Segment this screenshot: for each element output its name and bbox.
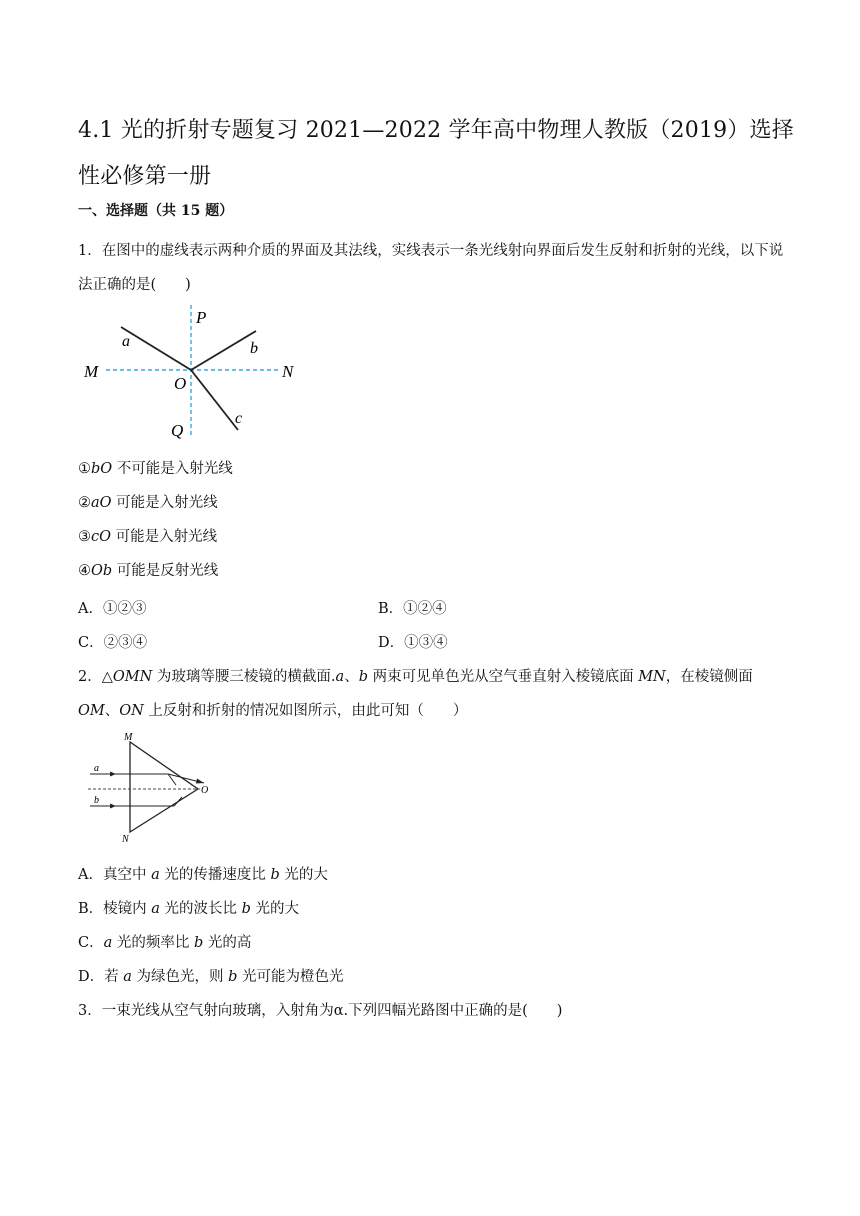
statement-4: ④Ob 可能是反射光线 <box>78 563 219 579</box>
ray-a-arrow <box>110 772 116 777</box>
label-a: a <box>122 333 130 350</box>
document-title: 4.1 光的折射专题复习 2021—2022 学年高中物理人教版（2019）选择性必修第一册 <box>78 118 794 189</box>
section-heading: 一、选择题（共 15 题） <box>78 203 234 219</box>
ray-c <box>191 370 238 430</box>
prism-label-n: N <box>122 834 129 845</box>
ray-a <box>121 327 191 370</box>
ray-b <box>191 331 256 370</box>
label-c: c <box>235 410 243 427</box>
q1-option-b[interactable]: B．①②④ <box>378 601 447 617</box>
ray-b-arrow <box>110 804 116 809</box>
q1-option-d[interactable]: D．①③④ <box>378 635 448 651</box>
q1-option-a[interactable]: A．①②③ <box>78 601 147 617</box>
q2-option-d[interactable]: D．若 a 为绿色光，则 b 光可能为橙色光 <box>78 969 344 985</box>
question-2-figure <box>86 728 216 846</box>
label-q: Q <box>171 421 184 440</box>
ray-a-out-arrow <box>196 779 204 784</box>
q2-option-b[interactable]: B．棱镜内 a 光的波长比 b 光的大 <box>78 901 300 917</box>
q2-option-c[interactable]: C．a 光的频率比 b 光的高 <box>78 935 252 951</box>
question-3-stem: 3．一束光线从空气射向玻璃，入射角为α.下列四幅光路图中正确的是( ) <box>78 1003 563 1019</box>
label-o: O <box>174 374 187 393</box>
statement-2: ②aO 可能是入射光线 <box>78 495 218 511</box>
question-2-stem: 2．△OMN 为玻璃等腰三棱镜的横截面.a、b 两束可见单色光从空气垂直射入棱镜底面 MN，在棱镜侧面 OM、ON 上反射和折射的情况如图所示，由此可知（ ） <box>78 669 753 719</box>
question-1-stem: 1．在图中的虚线表示两种介质的界面及其法线，实线表示一条光线射向界面后发生反射和折射的光线，以下说法正确的是( ) <box>78 243 784 293</box>
prism-label-b: b <box>94 795 99 806</box>
question-1-figure <box>78 300 318 445</box>
ray-b-reflected <box>174 797 182 806</box>
prism-label-a: a <box>94 763 99 774</box>
q2-option-a[interactable]: A．真空中 a 光的传播速度比 b 光的大 <box>78 867 328 883</box>
prism-label-o: O <box>201 785 209 796</box>
prism-outline <box>130 742 198 832</box>
statement-3: ③cO 可能是入射光线 <box>78 529 218 545</box>
label-n: N <box>282 362 294 381</box>
q1-option-c[interactable]: C．②③④ <box>78 635 148 651</box>
label-p: P <box>196 308 207 327</box>
label-m: M <box>84 362 99 381</box>
label-b: b <box>250 340 258 357</box>
prism-label-m: M <box>124 732 133 743</box>
statement-1: ①bO 不可能是入射光线 <box>78 461 233 477</box>
